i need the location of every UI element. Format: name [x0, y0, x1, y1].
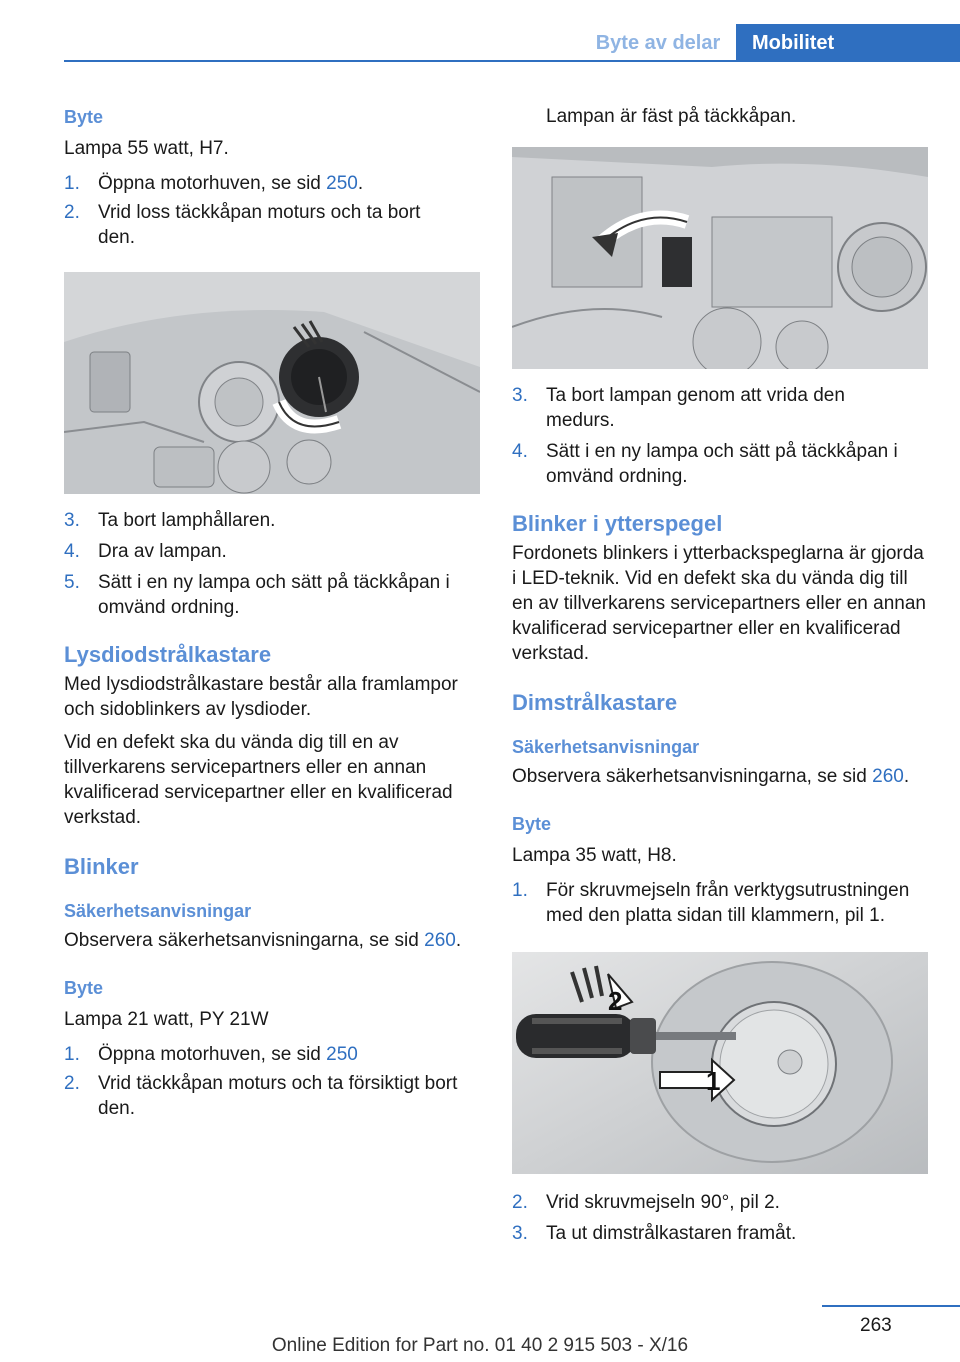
left-column	[64, 104, 480, 1121]
list-item: 4. Sätt i en ny lampa och sätt på täckkåpan i omvänd ordning.	[512, 441, 898, 487]
list-item: 2. Vrid skruvmejseln 90°, pil 2.	[512, 1192, 780, 1213]
list-item: 1. För skruvmejseln från verktygsutrustningen med den platta sidan till klammern, pil 1.	[512, 880, 910, 926]
arrow-label-1: 1	[706, 1066, 721, 1096]
section-heading-led: Lysdiodstrålkastare	[64, 642, 272, 667]
paragraph: Lampan är fäst på täckkåpan.	[546, 106, 797, 127]
page-link[interactable]: 250	[326, 173, 358, 194]
arrow-label-2: 2	[608, 986, 623, 1016]
paragraph: Vid en defekt ska du vända dig till en av tillverkarens servicepartners eller en annan kvalificerad servicepartner eller en kvalificerad verkstad.	[64, 732, 453, 828]
paragraph: Med lysdiodstrålkastare består alla framlampor och sidoblinkers av lysdioder.	[64, 674, 458, 720]
subheading-safety: Säkerhetsanvisningar	[512, 737, 700, 757]
paragraph: Observera säkerhetsanvisningarna, se sid 260.	[512, 766, 910, 787]
list-item: 3. Ta ut dimstrålkastaren framåt.	[512, 1223, 797, 1244]
section-heading-blinker: Blinker	[64, 854, 139, 879]
page-link[interactable]: 250	[326, 1044, 358, 1065]
headlight-illustration	[64, 272, 480, 494]
paragraph: Fordonets blinkers i ytterbackspeglarna är gjorda i LED-teknik. Vid en defekt ska du vända dig till en av tillverkarens servicepartners eller en annan kvalificerad servicepartner eller en kvalificerad verkstad.	[512, 543, 926, 664]
lamp-spec: Lampa 55 watt, H7.	[64, 138, 229, 159]
right-column	[512, 104, 928, 1246]
step-list	[64, 171, 480, 250]
edition-footer: Online Edition for Part no. 01 40 2 915 503 - X/16	[271, 1335, 689, 1356]
byte-heading: Byte	[64, 978, 104, 998]
paragraph: Observera säkerhetsanvisningarna, se sid 260.	[64, 930, 462, 951]
page-link[interactable]: 260	[872, 766, 904, 787]
engine-bay-illustration	[512, 147, 928, 369]
list-item: 1. Öppna motorhuven, se sid 250	[64, 1044, 358, 1065]
section-heading-mirror-blinker: Blinker i ytterspegel	[512, 511, 723, 536]
lamp-spec: Lampa 35 watt, H8.	[512, 845, 677, 866]
page-link[interactable]: 260	[424, 930, 456, 951]
byte-heading: Byte	[512, 814, 552, 834]
step-list	[512, 878, 928, 928]
headlight-cover-figure	[64, 272, 480, 494]
list-item: 5. Sätt i en ny lampa och sätt på täckkåpan i omvänd ordning.	[64, 572, 450, 618]
list-item: 3. Ta bort lamphållaren.	[64, 510, 276, 531]
list-item: 3. Ta bort lampan genom att vrida den medurs.	[512, 385, 845, 431]
screwdriver-illustration	[512, 952, 928, 1174]
header-rule	[64, 60, 960, 62]
list-item: 1. Öppna motorhuven, se sid 250.	[64, 173, 364, 194]
section-heading-fog: Dimstrålkastare	[512, 690, 678, 715]
lamp-cover-figure	[512, 147, 928, 369]
lamp-spec: Lampa 21 watt, PY 21W	[64, 1009, 269, 1030]
header-chapter-tab[interactable]: Mobilitet	[736, 24, 960, 62]
page-number: 263	[860, 1315, 892, 1336]
step-list	[512, 1190, 928, 1246]
list-item: 2. Vrid loss täckkåpan moturs och ta bort den.	[64, 202, 421, 248]
subheading-safety: Säkerhetsanvisningar	[64, 901, 252, 921]
list-item: 2. Vrid täckkåpan moturs och ta försiktigt bort den.	[64, 1073, 458, 1119]
list-item: 4. Dra av lampan.	[64, 541, 227, 562]
step-list	[64, 1042, 480, 1121]
header-section-tab[interactable]: Byte av delar	[595, 32, 721, 54]
step-list	[64, 508, 480, 620]
fog-light-figure	[512, 952, 928, 1174]
step-list	[512, 383, 928, 489]
footer-rule	[822, 1305, 960, 1307]
byte-heading: Byte	[64, 107, 104, 127]
